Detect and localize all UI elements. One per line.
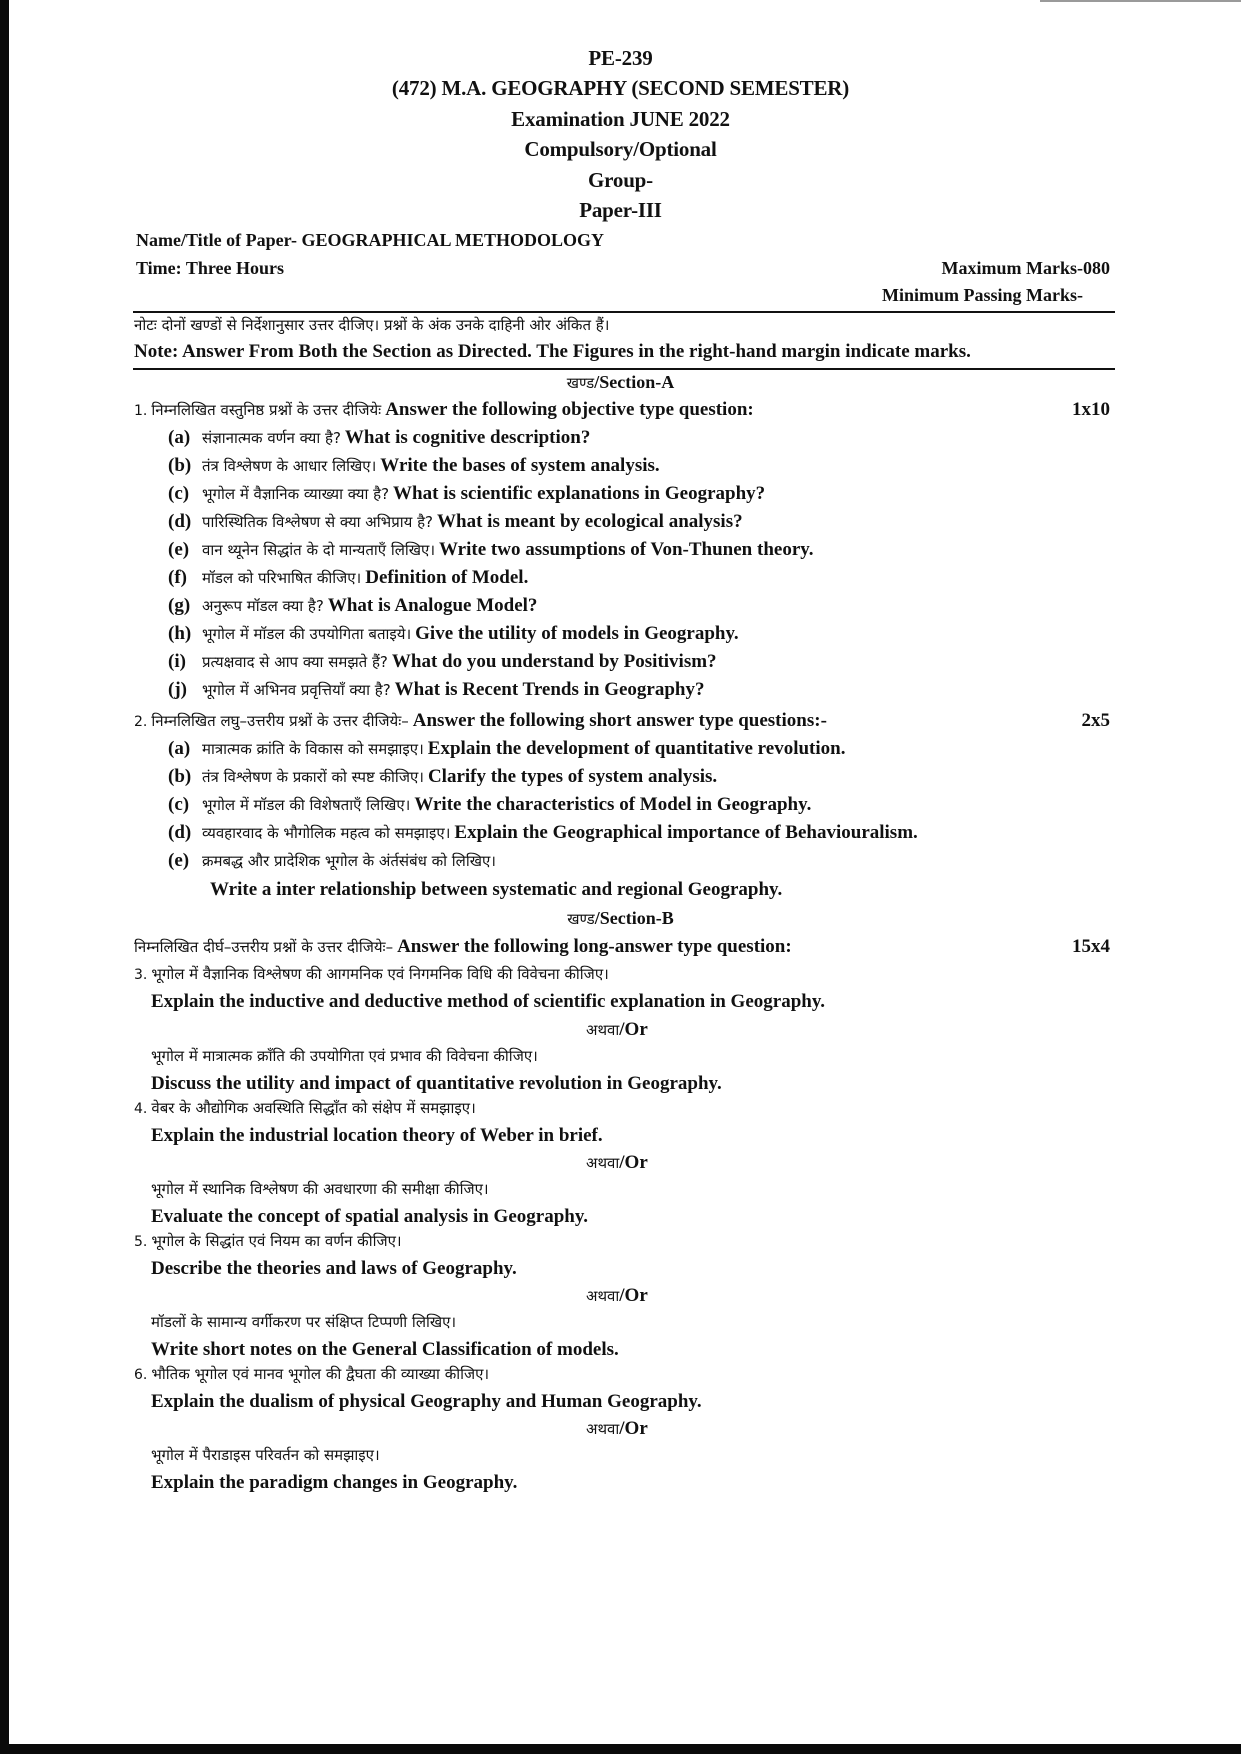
sub-question-label: (j) bbox=[168, 679, 187, 700]
paper-type: Compulsory/Optional bbox=[524, 137, 717, 161]
question-5-alt-english: Write short notes on the General Classification of models. bbox=[151, 1339, 619, 1360]
sub-question-english: What is meant by ecological analysis? bbox=[437, 511, 743, 532]
question-4-alt-hindi: भूगोल में स्थानिक विश्लेषण की अवधारणा की समीक्षा कीजिए। bbox=[151, 1180, 489, 1198]
sub-question-hindi: तंत्र विश्लेषण के प्रकारों को स्पष्ट कीजिए। bbox=[202, 768, 424, 786]
section-a-heading bbox=[0, 372, 1241, 393]
question-hindi: वेबर के औद्योगिक अवस्थिति सिद्धाँत को संक्षेप में समझाइए। bbox=[151, 1099, 476, 1117]
sub-question-hindi: मॉडल को परिभाषित कीजिए। bbox=[202, 569, 362, 587]
paper-title: Name/Title of Paper- GEOGRAPHICAL METHODOLOGY bbox=[136, 230, 604, 250]
question-5-english: Describe the theories and laws of Geography. bbox=[151, 1258, 517, 1279]
sub-question-hindi: प्रत्यक्षवाद से आप क्या समझते हैं? bbox=[202, 653, 388, 671]
or-english: /Or bbox=[619, 1285, 648, 1306]
sub-question-label: (f) bbox=[168, 567, 187, 588]
question-english: Answer the following short answer type questions:- bbox=[412, 710, 827, 731]
sub-question bbox=[168, 651, 717, 673]
sub-question-english: What is cognitive description? bbox=[344, 427, 591, 448]
question-5-alt-hindi: मॉडलों के सामान्य वर्गीकरण पर संक्षिप्त टिप्पणी लिखिए। bbox=[151, 1313, 457, 1331]
or-english: /Or bbox=[619, 1152, 648, 1173]
question-6-alt-english: Explain the paradigm changes in Geography. bbox=[151, 1472, 518, 1493]
sub-question-hindi: भूगोल में वैज्ञानिक व्याख्या क्या है? bbox=[202, 485, 390, 503]
question-5-hindi bbox=[134, 1231, 402, 1251]
or-hindi: अथवा bbox=[586, 1021, 620, 1039]
sub-question-hindi: अनुरूप मॉडल क्या है? bbox=[202, 597, 324, 615]
section-a-heading-en: /Section-A bbox=[594, 372, 675, 392]
section-b-heading-en: /Section-B bbox=[594, 908, 674, 928]
instruction-hindi: निम्नलिखित दीर्घ–उत्तरीय प्रश्नों के उत्तर दीजियेः– bbox=[134, 938, 394, 956]
or-english: /Or bbox=[619, 1019, 648, 1040]
question-hindi: निम्नलिखित वस्तुनिष्ठ प्रश्नों के उत्तर दीजियेः bbox=[151, 401, 382, 419]
question-hindi: भौतिक भूगोल एवं मानव भूगोल की द्वैघता की व्याख्या कीजिए। bbox=[151, 1365, 490, 1383]
sub-question-english: Clarify the types of system analysis. bbox=[427, 766, 718, 787]
or-separator bbox=[586, 1285, 648, 1307]
sub-question-english: Give the utility of models in Geography. bbox=[415, 623, 739, 644]
sub-question bbox=[168, 850, 496, 872]
or-separator bbox=[586, 1152, 648, 1174]
sub-question-label: (h) bbox=[168, 623, 192, 644]
sub-question-hindi: भूगोल में मॉडल की विशेषताएँ लिखिए। bbox=[202, 796, 411, 814]
sub-question-label: (b) bbox=[168, 766, 192, 787]
scan-edge-bottom bbox=[0, 1744, 1241, 1754]
or-hindi: अथवा bbox=[586, 1154, 620, 1172]
sub-question-label: (i) bbox=[168, 651, 186, 672]
question-hindi: भूगोल के सिद्धांत एवं नियम का वर्णन कीजिए। bbox=[151, 1232, 402, 1250]
sub-question-label: (e) bbox=[168, 539, 190, 560]
sub-question-label: (e) bbox=[168, 850, 190, 871]
question-3-hindi bbox=[134, 964, 609, 984]
section-b-marks: 15x4 bbox=[1072, 936, 1110, 957]
note-english: Note: Answer From Both the Section as Directed. The Figures in the right-hand margin indicate marks. bbox=[134, 341, 971, 362]
sub-question-english: Write the characteristics of Model in Geography. bbox=[414, 794, 812, 815]
sub-question-english: Explain the Geographical importance of Behaviouralism. bbox=[454, 822, 918, 843]
scan-edge-top bbox=[1040, 0, 1241, 2]
question-2-marks: 2x5 bbox=[1081, 710, 1110, 731]
time-allowed: Time: Three Hours bbox=[136, 258, 284, 278]
sub-question bbox=[168, 766, 717, 788]
section-b-heading bbox=[0, 908, 1241, 929]
sub-question-english: Write the bases of system analysis. bbox=[380, 455, 660, 476]
question-number: 3. bbox=[134, 967, 148, 983]
question-1-marks: 1x10 bbox=[1072, 399, 1110, 420]
paper-group: Group- bbox=[588, 168, 653, 192]
or-hindi: अथवा bbox=[586, 1287, 620, 1305]
sub-question bbox=[168, 455, 660, 477]
question-number: 6. bbox=[134, 1367, 148, 1383]
section-b-instruction bbox=[134, 936, 792, 958]
sub-question-english: What is Recent Trends in Geography? bbox=[394, 679, 705, 700]
maximum-marks: Maximum Marks-080 bbox=[941, 258, 1110, 278]
question-6-alt-hindi: भूगोल में पैराडाइस परिवर्तन को समझाइए। bbox=[151, 1446, 380, 1464]
question-4-hindi bbox=[134, 1098, 476, 1118]
sub-question-english: Write a inter relationship between systematic and regional Geography. bbox=[210, 879, 783, 900]
question-3-alt-english: Discuss the utility and impact of quantitative revolution in Geography. bbox=[151, 1073, 722, 1094]
sub-question-hindi: व्यवहारवाद के भौगोलिक महत्व को समझाइए। bbox=[202, 824, 451, 842]
sub-question-hindi: मात्रात्मक क्रांति के विकास को समझाइए। bbox=[202, 740, 424, 758]
or-separator bbox=[586, 1418, 648, 1440]
sub-question-label: (d) bbox=[168, 511, 192, 532]
section-a-heading-hi: खण्ड bbox=[566, 374, 595, 392]
sub-question bbox=[168, 567, 528, 589]
divider bbox=[133, 368, 1115, 370]
sub-question-label: (g) bbox=[168, 595, 191, 616]
sub-question-hindi: संज्ञानात्मक वर्णन क्या है? bbox=[202, 429, 341, 447]
sub-question bbox=[168, 679, 705, 701]
divider bbox=[133, 311, 1115, 313]
question-hindi: निम्नलिखित लघु–उत्तरीय प्रश्नों के उत्तर दीजियेः– bbox=[151, 712, 409, 730]
sub-question-english: What is scientific explanations in Geography? bbox=[393, 483, 766, 504]
sub-question bbox=[168, 822, 918, 844]
or-separator bbox=[586, 1019, 648, 1041]
sub-question bbox=[168, 539, 813, 561]
sub-question-hindi: भूगोल में अभिनव प्रवृत्तियाँ क्या है? bbox=[202, 681, 391, 699]
sub-question bbox=[168, 427, 590, 449]
question-3-alt-hindi: भूगोल में मात्रात्मक क्रॉंति की उपयोगिता एवं प्रभाव की विवेचना कीजिए। bbox=[151, 1047, 538, 1065]
exam-session: Examination JUNE 2022 bbox=[511, 107, 730, 131]
sub-question-hindi: तंत्र विश्लेषण के आधार लिखिए। bbox=[202, 457, 377, 475]
or-hindi: अथवा bbox=[586, 1420, 620, 1438]
question-english: Answer the following objective type question: bbox=[385, 399, 754, 420]
sub-question-hindi: भूगोल में मॉडल की उपयोगिता बताइये। bbox=[202, 625, 412, 643]
instruction-english: Answer the following long-answer type question: bbox=[397, 936, 792, 957]
sub-question-hindi: पारिस्थितिक विश्लेषण से क्या अभिप्राय है? bbox=[202, 513, 434, 531]
question-3-english: Explain the inductive and deductive method of scientific explanation in Geography. bbox=[151, 991, 826, 1012]
question-4-alt-english: Evaluate the concept of spatial analysis in Geography. bbox=[151, 1206, 589, 1227]
sub-question-english: What is Analogue Model? bbox=[327, 595, 538, 616]
scan-edge-left bbox=[0, 0, 9, 1754]
question-2-stem bbox=[134, 710, 827, 732]
sub-question-hindi: वान थ्यूनेन सिद्धांत के दो मान्यताएँ लिखिए। bbox=[202, 541, 436, 559]
sub-question-label: (c) bbox=[168, 794, 190, 815]
sub-question bbox=[168, 483, 765, 505]
sub-question-label: (c) bbox=[168, 483, 190, 504]
question-number: 1. bbox=[134, 403, 148, 419]
question-number: 5. bbox=[134, 1234, 148, 1250]
course-title: (472) M.A. GEOGRAPHY (SECOND SEMESTER) bbox=[391, 76, 850, 100]
question-6-hindi bbox=[134, 1364, 489, 1384]
question-4-english: Explain the industrial location theory of Weber in brief. bbox=[151, 1125, 603, 1146]
sub-question bbox=[168, 794, 811, 816]
minimum-passing-marks: Minimum Passing Marks- bbox=[881, 285, 1083, 305]
sub-question bbox=[168, 738, 845, 760]
sub-question bbox=[168, 511, 743, 533]
question-1-stem bbox=[134, 399, 754, 421]
sub-question-english: Write two assumptions of Von-Thunen theory. bbox=[439, 539, 814, 560]
sub-question-english: Definition of Model. bbox=[365, 567, 529, 588]
sub-question-hindi: क्रमबद्ध और प्रादेशिक भूगोल के अंर्तसंबंध को लिखिए। bbox=[202, 852, 496, 870]
note-hindi: नोटः दोनों खण्डों से निर्देशानुसार उत्तर दीजिए। प्रश्नों के अंक उनके दाहिनी ओर अंकित हैं। bbox=[134, 316, 610, 334]
section-b-heading-hi: खण्ड bbox=[567, 910, 595, 928]
or-english: /Or bbox=[619, 1418, 648, 1439]
question-hindi: भूगोल में वैज्ञानिक विश्लेषण की आगमनिक एवं निगमनिक विधि की विवेचना कीजिए। bbox=[151, 965, 609, 983]
sub-question-label: (b) bbox=[168, 455, 192, 476]
question-number: 4. bbox=[134, 1101, 148, 1117]
paper-code: PE-239 bbox=[588, 46, 653, 70]
sub-question-english: What do you understand by Positivism? bbox=[391, 651, 717, 672]
question-6-english: Explain the dualism of physical Geography and Human Geography. bbox=[151, 1391, 702, 1412]
sub-question bbox=[168, 595, 537, 617]
sub-question-label: (a) bbox=[168, 427, 191, 448]
sub-question-english: Explain the development of quantitative revolution. bbox=[427, 738, 846, 759]
paper-number: Paper-III bbox=[579, 198, 662, 222]
sub-question bbox=[168, 623, 739, 645]
sub-question-label: (a) bbox=[168, 738, 191, 759]
question-number: 2. bbox=[134, 714, 148, 730]
sub-question-label: (d) bbox=[168, 822, 192, 843]
